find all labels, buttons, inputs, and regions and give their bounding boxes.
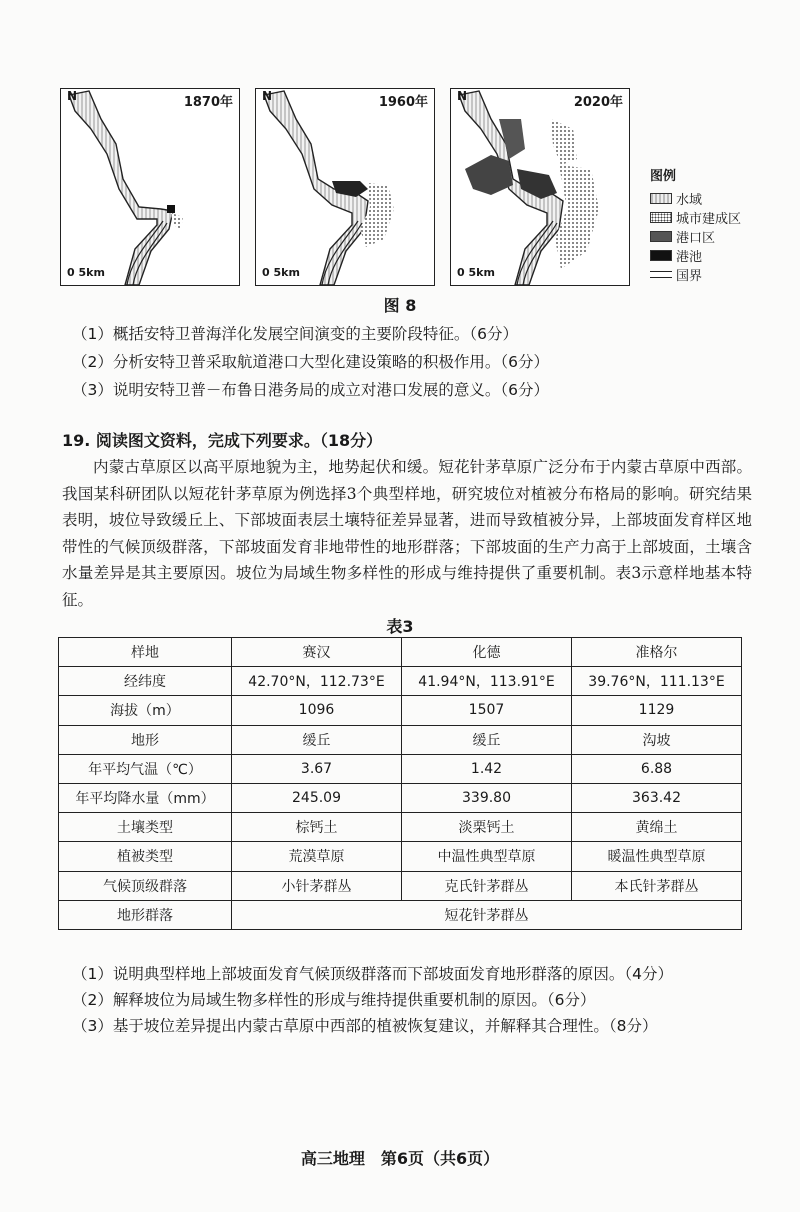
map-1870: [60, 88, 240, 286]
table-cell: 3.67: [232, 754, 402, 783]
question-19-2: （2）解释坡位为局域生物多样性的形成与维持提供重要机制的原因。（6分）: [72, 991, 596, 1009]
port-zone-icon: [650, 231, 672, 242]
table-row-label: 地形: [59, 725, 232, 754]
map-year-label: 1870年: [183, 95, 233, 110]
table-cell: 荒漠草原: [232, 842, 402, 871]
question-19-3: （3）基于坡位差异提出内蒙古草原中西部的植被恢复建议，并解释其合理性。（8分）: [72, 1017, 658, 1035]
table-cell: 1129: [572, 696, 742, 725]
map-year-label: 2020年: [573, 95, 623, 110]
legend-label: 港池: [676, 250, 703, 265]
table-row: [59, 900, 742, 929]
question-19-heading: 19. 阅读图文资料，完成下列要求。（18分）: [62, 431, 383, 450]
urban-area-icon: [650, 212, 672, 223]
legend-item-border: [650, 265, 741, 284]
table-cell: 本氏针茅群丛: [572, 871, 742, 900]
legend-item-urban: [650, 208, 741, 227]
table-cell: 41.94°N，113.91°E: [402, 667, 572, 696]
river-map: [61, 89, 239, 285]
question-19-1: （1）说明典型样地上部坡面发育气候顶级群落而下部坡面发育地形群落的原因。（4分）: [72, 965, 673, 983]
map-legend: [650, 165, 741, 284]
table-row-label: 土壤类型: [59, 813, 232, 842]
table-row-label: 地形群落: [59, 900, 232, 929]
table-cell: 245.09: [232, 783, 402, 812]
map-2020: [450, 88, 630, 286]
table-row-label: 植被类型: [59, 842, 232, 871]
table-cell: 6.88: [572, 754, 742, 783]
question-19-paragraph: 内蒙古草原区以高平原地貌为主，地势起伏和缓。短花针茅草原广泛分布于内蒙古草原中西部。我国某科研团队以短花针茅草原为例选择3个典型样地，研究坡位对植被分布格局的影响。研究结果表明，坡位导致缓丘上、下部坡面表层土壤特征差异显著，进而导致植被分异，上部坡面发育样区地带性的气候顶级群落，下部坡面发育非地带性的地形群落；下部坡面的生产力高于上部坡面，土壤含水量差异是其主要原因。坡位为局域生物多样性的形成与维持提供了重要机制。表3示意样地基本特征。: [62, 458, 752, 609]
table-cell: 缓丘: [232, 725, 402, 754]
north-arrow: N: [67, 89, 78, 103]
table-row-label: 年平均气温（℃）: [59, 754, 232, 783]
table-header-cell: 赛汉: [232, 638, 402, 667]
table-cell: 棕钙土: [232, 813, 402, 842]
legend-label: 城市建成区: [676, 212, 742, 227]
table-cell: 42.70°N，112.73°E: [232, 667, 402, 696]
map-1960: [255, 88, 435, 286]
north-arrow: N: [457, 89, 468, 103]
table-row: [59, 783, 742, 812]
question-18-1: （1）概括安特卫普海洋化发展空间演变的主要阶段特征。（6分）: [72, 325, 518, 343]
table-cell: 39.76°N，111.13°E: [572, 667, 742, 696]
water-icon: [650, 193, 672, 204]
table-cell: 黄绵土: [572, 813, 742, 842]
table-caption: 表3: [386, 617, 414, 636]
table-row: [59, 754, 742, 783]
table-cell: 淡栗钙土: [402, 813, 572, 842]
scale-bar: 0 5km: [262, 266, 300, 279]
table-cell: 339.80: [402, 783, 572, 812]
table-row-label: 年平均降水量（mm）: [59, 783, 232, 812]
table-header-cell: 化德: [402, 638, 572, 667]
table-row: [59, 725, 742, 754]
table-header-row: [59, 638, 742, 667]
table-row: [59, 871, 742, 900]
table-row: [59, 667, 742, 696]
north-arrow: N: [262, 89, 273, 103]
scale-bar: 0 5km: [457, 266, 495, 279]
table-cell: 克氏针茅群丛: [402, 871, 572, 900]
legend-label: 国界: [676, 269, 703, 284]
border-icon: [650, 271, 672, 278]
table-merged-cell: 短花针茅群丛: [232, 900, 742, 929]
question-18-3: （3）说明安特卫普－布鲁日港务局的成立对港口发展的意义。（6分）: [72, 381, 549, 399]
river-map: [451, 89, 629, 285]
table-row-label: 海拔（m）: [59, 696, 232, 725]
legend-item-port: [650, 227, 741, 246]
table-cell: 1507: [402, 696, 572, 725]
legend-label: 水域: [676, 193, 703, 208]
table-cell: 中温性典型草原: [402, 842, 572, 871]
figure-caption: 图 8: [383, 296, 417, 315]
river-map: [256, 89, 434, 285]
table-row: [59, 842, 742, 871]
legend-item-water: [650, 189, 741, 208]
legend-title: 图例: [650, 169, 677, 184]
table-cell: 沟坡: [572, 725, 742, 754]
table-header-cell: 准格尔: [572, 638, 742, 667]
scale-bar: 0 5km: [67, 266, 105, 279]
table-row: [59, 813, 742, 842]
legend-item-dock: [650, 246, 741, 265]
table-row-label: 气候顶级群落: [59, 871, 232, 900]
table-header-cell: 样地: [59, 638, 232, 667]
question-18-2: （2）分析安特卫普采取航道港口大型化建设策略的积极作用。（6分）: [72, 353, 549, 371]
map-year-label: 1960年: [378, 95, 428, 110]
harbor-basin-icon: [650, 250, 672, 261]
legend-label: 港口区: [676, 231, 716, 246]
table-cell: 暖温性典型草原: [572, 842, 742, 871]
table-cell: 1096: [232, 696, 402, 725]
site-table: [58, 637, 742, 930]
table-cell: 小针茅群丛: [232, 871, 402, 900]
table-row: [59, 696, 742, 725]
page-footer: 高三地理 第6页（共6页）: [300, 1149, 500, 1168]
table-row-label: 经纬度: [59, 667, 232, 696]
table-cell: 363.42: [572, 783, 742, 812]
table-cell: 缓丘: [402, 725, 572, 754]
table-cell: 1.42: [402, 754, 572, 783]
